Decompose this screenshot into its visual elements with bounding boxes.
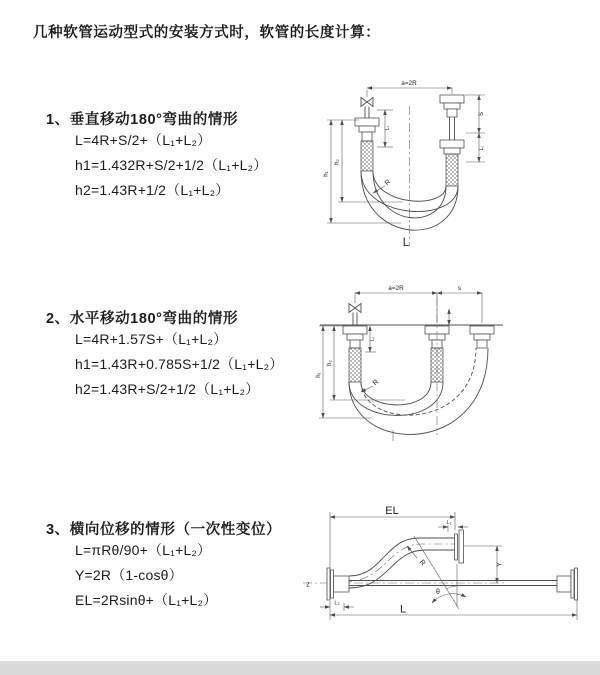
svg-text:R: R [417, 558, 427, 568]
section-vertical-movement [46, 108, 267, 203]
dim-y [464, 546, 504, 583]
svg-text:h₂: h₂ [334, 159, 341, 165]
formula-line: L=πRθ/90+（L₁+L₂） [75, 542, 212, 558]
formula-line: Y=2R（1-cosθ） [75, 567, 183, 583]
formula-line: h2=1.43R+S/2+1/2（L₁+L₂） [75, 381, 260, 397]
section-2-heading: 2、水平移动180°弯曲的情形 [46, 311, 239, 327]
svg-text:L₁: L₁ [446, 520, 452, 526]
dim-fitting-left [377, 110, 393, 147]
svg-text:Y: Y [496, 562, 504, 567]
page-title: 几种软管运动型式的安装方式时，软管的长度计算： [33, 25, 381, 41]
right-pipe-fitting [440, 95, 464, 186]
radius-callout [407, 546, 426, 567]
length-label: L [402, 237, 410, 249]
svg-text:EL: EL [385, 505, 399, 517]
svg-text:L₁: L₁ [384, 125, 391, 131]
svg-text:h₁: h₁ [316, 372, 322, 378]
formula-line: L=4R+1.57S+（L₁+L₂） [75, 331, 228, 347]
section-lateral-displacement [46, 518, 281, 613]
svg-text:R: R [371, 378, 381, 388]
section-horizontal-movement [46, 307, 283, 402]
svg-text:h₂: h₂ [327, 360, 333, 366]
svg-text:h₁: h₁ [323, 171, 330, 177]
right-pipe-fitting [470, 326, 494, 348]
hose-u-bend [349, 348, 488, 434]
valve-icon [349, 293, 361, 325]
svg-text:L₁: L₁ [369, 336, 376, 342]
svg-text:L: L [399, 603, 407, 616]
formula-line: h1=1.432R+S/2+1/2（L₁+L₂） [75, 157, 268, 173]
axis-label: z [306, 581, 310, 589]
diagram-horizontal-180-bend [313, 283, 558, 448]
diagram-vertical-180-bend [315, 78, 555, 253]
original-flange-right [557, 568, 578, 600]
section-3-heading: 3、横向位移的情形（一次性变位） [46, 522, 282, 538]
svg-text:s: s [457, 285, 462, 292]
svg-text:L₂: L₂ [334, 600, 340, 607]
page-bottom-edge [0, 661, 600, 675]
svg-text:L₁: L₁ [479, 145, 485, 151]
formula-line: h1=1.43R+0.785S+1/2（L₁+L₂） [75, 356, 284, 372]
svg-text:R: R [383, 178, 393, 188]
formula-line: L=4R+S/2+（L₁+L₂） [75, 132, 212, 148]
formula-line: EL=2Rsinθ+（L₁+L₂） [75, 592, 218, 608]
dim-fitting-left [320, 601, 354, 612]
svg-text:a=2R: a=2R [388, 285, 404, 292]
dim-stroke-right [465, 95, 485, 162]
radius-callout [361, 379, 380, 392]
braided-hose [361, 141, 373, 171]
angle-construction [414, 536, 466, 609]
dim-span-a2r [355, 285, 482, 323]
displaced-flange [455, 530, 464, 563]
diagram-lateral-displacement [295, 500, 590, 645]
fixed-flange-left [327, 568, 349, 600]
braided-hose [446, 154, 458, 186]
svg-text:θ: θ [436, 589, 440, 596]
valve-icon [361, 90, 373, 107]
svg-text:a=2R: a=2R [401, 80, 417, 87]
left-pipe-fitting [355, 107, 379, 172]
left-pipe-fitting [343, 326, 367, 382]
section-1-heading: 1、垂直移动180°弯曲的情形 [46, 112, 239, 128]
dim-length [330, 600, 577, 620]
dim-el [330, 505, 455, 568]
dim-span-a2r [367, 80, 452, 94]
formula-line: h2=1.43R+1/2（L₁+L₂） [75, 182, 230, 198]
braided-hose [349, 348, 361, 382]
radius-callout [373, 179, 392, 193]
svg-text:S: S [478, 111, 485, 117]
